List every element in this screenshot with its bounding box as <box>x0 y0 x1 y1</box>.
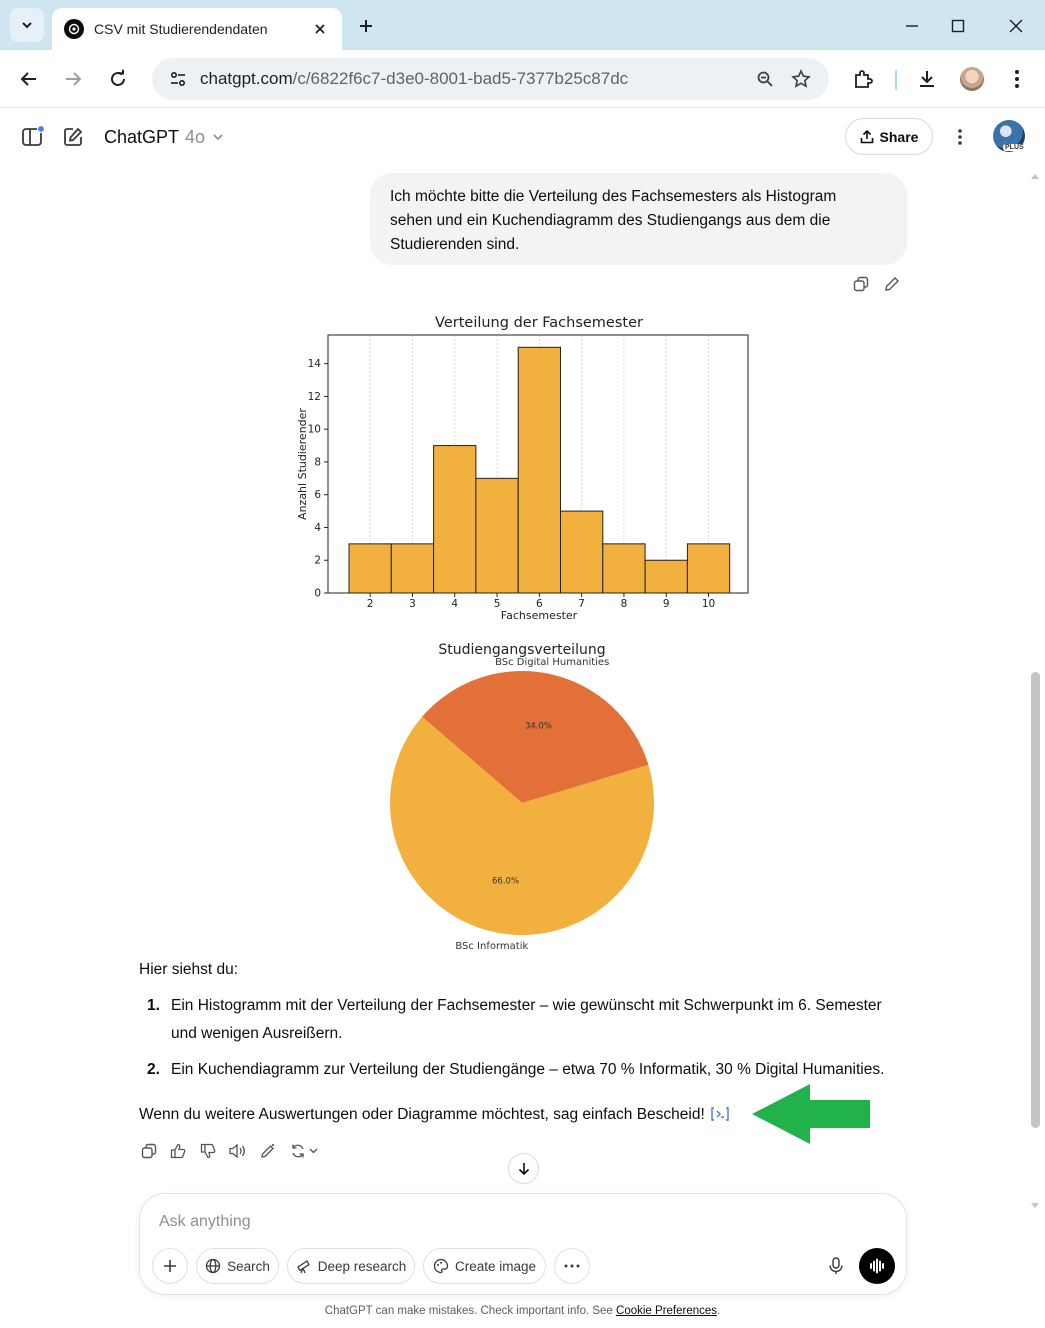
read-aloud-button[interactable] <box>227 1141 247 1161</box>
page-scrollbar-thumb[interactable] <box>1031 672 1040 1128</box>
browser-tab-bar <box>0 0 1045 50</box>
user-message-line: Ich möchte bitte die Verteilung des Fachsemesters als Histogram <box>390 188 837 205</box>
thumbs-down-icon <box>200 1143 216 1159</box>
share-icon <box>860 130 874 144</box>
chevron-down-icon <box>20 18 34 32</box>
list-item-number: 2. <box>147 1061 160 1078</box>
plus-icon <box>358 18 374 34</box>
histogram-bars <box>349 347 730 593</box>
list-item-text: Ein Kuchendiagramm zur Verteilung der Studiengänge – etwa 70 % Informatik, 30 % Digital Humanities. <box>171 1061 885 1078</box>
extensions-button[interactable] <box>847 63 879 95</box>
list-item-text: und wenigen Ausreißern. <box>171 1025 343 1042</box>
histogram-title: Verteilung der Fachsemester <box>435 315 643 331</box>
pie-slices <box>390 671 654 935</box>
histogram-bar <box>603 544 645 593</box>
x-tick-label: 3 <box>409 598 416 610</box>
voice-mode-button[interactable] <box>859 1248 895 1284</box>
downloads-button[interactable] <box>911 63 943 95</box>
more-tools-button[interactable] <box>554 1248 590 1284</box>
prompt-input[interactable] <box>159 1210 759 1234</box>
browser-menu-button[interactable] <box>1001 63 1033 95</box>
assistant-outro <box>139 1105 731 1124</box>
close-tab-icon[interactable] <box>310 19 330 39</box>
deep-research-button[interactable] <box>287 1248 415 1284</box>
puzzle-icon <box>853 69 873 89</box>
site-info-icon[interactable] <box>166 67 190 91</box>
url-text[interactable] <box>200 69 743 89</box>
x-tick-label: 6 <box>536 598 543 610</box>
model-version: 4o <box>185 126 206 147</box>
magic-pen-icon <box>260 1143 276 1159</box>
disclaimer-end: . <box>717 1305 721 1317</box>
histogram-svg <box>280 305 760 630</box>
user-message-line: Studierenden sind. <box>390 236 520 253</box>
y-tick-label: 14 <box>307 358 321 371</box>
edit-icon <box>62 126 84 148</box>
share-label: Share <box>879 128 919 145</box>
user-message-bubble <box>370 173 907 265</box>
reload-button[interactable] <box>102 63 134 95</box>
histogram-bar <box>518 347 560 593</box>
y-tick-label: 12 <box>307 390 321 403</box>
y-tick-label: 10 <box>307 423 321 436</box>
arrow-left-icon <box>19 69 39 89</box>
x-tick-label: 10 <box>701 598 716 610</box>
browser-profile-avatar[interactable] <box>960 67 984 91</box>
x-tick-label: 4 <box>451 598 459 610</box>
y-tick-label: 6 <box>314 489 321 502</box>
code-source-button[interactable] <box>709 1105 731 1123</box>
search-tool-button[interactable] <box>196 1248 279 1284</box>
browser-tab-active[interactable] <box>52 8 342 50</box>
assistant-intro: Hier siehst du: <box>139 961 239 978</box>
globe-icon <box>205 1258 221 1274</box>
list-item-text: Ein Histogramm mit der Verteilung der Fachsemester – wie gewünscht mit Schwerpunkt im 6. Semester <box>171 997 882 1014</box>
histogram-y-label: Anzahl Studierender <box>296 408 309 520</box>
close-window-button[interactable] <box>1002 12 1030 40</box>
pie-title: Studiengangsverteilung <box>438 642 606 658</box>
y-tick-label: 0 <box>314 587 321 600</box>
tab-search-button[interactable] <box>10 8 44 42</box>
edit-canvas-button[interactable] <box>258 1141 278 1161</box>
regenerate-button[interactable] <box>288 1141 322 1161</box>
maximize-window-button[interactable] <box>944 12 972 40</box>
chevron-down-icon <box>211 130 225 144</box>
pencil-icon <box>884 276 900 292</box>
arrow-down-icon <box>517 1162 531 1176</box>
browser-toolbar <box>0 50 1045 108</box>
pie-percent-label: 66.0% <box>492 876 520 887</box>
bad-response-button[interactable] <box>198 1141 218 1161</box>
copy-response-button[interactable] <box>139 1141 159 1161</box>
create-image-label: Create image <box>454 1258 537 1274</box>
dictate-button[interactable] <box>820 1250 852 1282</box>
code-bracket-icon <box>710 1106 730 1122</box>
histogram-bar <box>561 511 603 593</box>
pie-category-label: BSc Informatik <box>455 941 529 953</box>
voice-waveform-icon <box>869 1258 885 1274</box>
chatgpt-favicon-icon <box>64 19 84 39</box>
download-icon <box>917 69 937 89</box>
sidebar-toggle-button[interactable] <box>21 125 45 149</box>
user-message-line: sehen und ein Kuchendiagramm des Studiengangs aus dem die <box>390 212 831 229</box>
histogram-y-ticks <box>308 358 328 599</box>
maximize-icon <box>951 19 965 33</box>
create-image-button[interactable] <box>423 1248 546 1284</box>
pie-svg <box>380 638 680 958</box>
attach-button[interactable] <box>152 1248 188 1284</box>
close-icon <box>1009 19 1023 33</box>
histogram-bar <box>687 544 729 593</box>
microphone-icon <box>828 1257 844 1275</box>
deep-research-label: Deep research <box>317 1258 407 1274</box>
x-tick-label: 2 <box>366 598 374 610</box>
message-composer <box>139 1193 907 1295</box>
list-item-number: 1. <box>147 997 160 1014</box>
forward-button[interactable] <box>57 63 89 95</box>
cookie-preferences-link[interactable]: Cookie Preferences <box>616 1305 718 1317</box>
scroll-to-bottom-button[interactable] <box>508 1153 539 1184</box>
thumbs-up-icon <box>170 1143 186 1159</box>
zoom-icon[interactable] <box>751 65 779 93</box>
reload-icon <box>108 69 128 89</box>
new-tab-button[interactable] <box>352 12 380 40</box>
pie-category-label: BSc Digital Humanities <box>495 656 610 668</box>
y-tick-label: 8 <box>314 456 321 469</box>
kebab-menu-icon <box>1014 69 1020 89</box>
copy-icon <box>141 1143 157 1159</box>
plan-badge: PLUS <box>1005 144 1024 151</box>
speaker-icon <box>228 1143 246 1159</box>
minimize-window-button[interactable] <box>898 12 926 40</box>
model-selector[interactable] <box>104 125 225 149</box>
histogram-bar <box>349 544 391 593</box>
arrow-right-icon <box>63 69 83 89</box>
ellipsis-icon <box>564 1264 580 1268</box>
toolbar-separator <box>895 70 897 90</box>
plus-icon <box>162 1258 178 1274</box>
disclaimer-text: ChatGPT can make mistakes. Check important info. See <box>324 1305 613 1317</box>
histogram-bar <box>434 446 476 593</box>
assistant-outro-text: Wenn du weitere Auswertungen oder Diagramme möchtest, sag einfach Bescheid! <box>139 1106 705 1123</box>
address-bar[interactable] <box>152 58 829 100</box>
histogram-bar <box>645 560 687 593</box>
pie-percent-label: 34.0% <box>524 721 552 732</box>
histogram-chart <box>280 305 760 635</box>
telescope-icon <box>296 1258 312 1274</box>
url-path: /c/6822f6c7-d3e0-8001-bad5-7377b25c87dc <box>292 69 629 88</box>
histogram-bar <box>476 478 518 593</box>
x-tick-label: 8 <box>620 598 628 610</box>
url-host: chatgpt.com <box>200 69 293 88</box>
kebab-menu-icon <box>957 128 963 146</box>
sidebar-icon <box>21 125 45 149</box>
histogram-x-label: Fachsemester <box>500 609 578 622</box>
app-name: ChatGPT <box>104 126 180 147</box>
new-chat-button[interactable] <box>61 125 85 149</box>
pie-chart <box>380 638 680 963</box>
copy-user-message-button[interactable] <box>851 274 871 294</box>
bookmark-star-icon[interactable] <box>787 65 815 93</box>
copy-icon <box>853 276 869 292</box>
x-tick-label: 7 <box>578 598 585 610</box>
edit-user-message-button[interactable] <box>882 274 902 294</box>
histogram-bar <box>391 544 433 593</box>
y-tick-label: 4 <box>314 521 321 534</box>
minimize-icon <box>905 19 919 33</box>
palette-icon <box>433 1258 449 1274</box>
chat-header <box>0 108 1045 166</box>
x-tick-label: 5 <box>493 598 501 610</box>
good-response-button[interactable] <box>168 1141 188 1161</box>
refresh-icon <box>290 1143 320 1159</box>
histogram-x-ticks <box>367 593 715 610</box>
annotation-arrow-icon <box>752 1084 870 1144</box>
x-tick-label: 9 <box>662 598 670 610</box>
conversation-options-button[interactable] <box>948 125 972 149</box>
y-tick-label: 2 <box>314 554 321 567</box>
share-button[interactable] <box>845 118 933 155</box>
back-button[interactable] <box>13 63 45 95</box>
tab-title: CSV mit Studierendendaten <box>94 21 268 37</box>
search-tool-label: Search <box>227 1258 270 1274</box>
disclaimer <box>0 1305 1045 1317</box>
